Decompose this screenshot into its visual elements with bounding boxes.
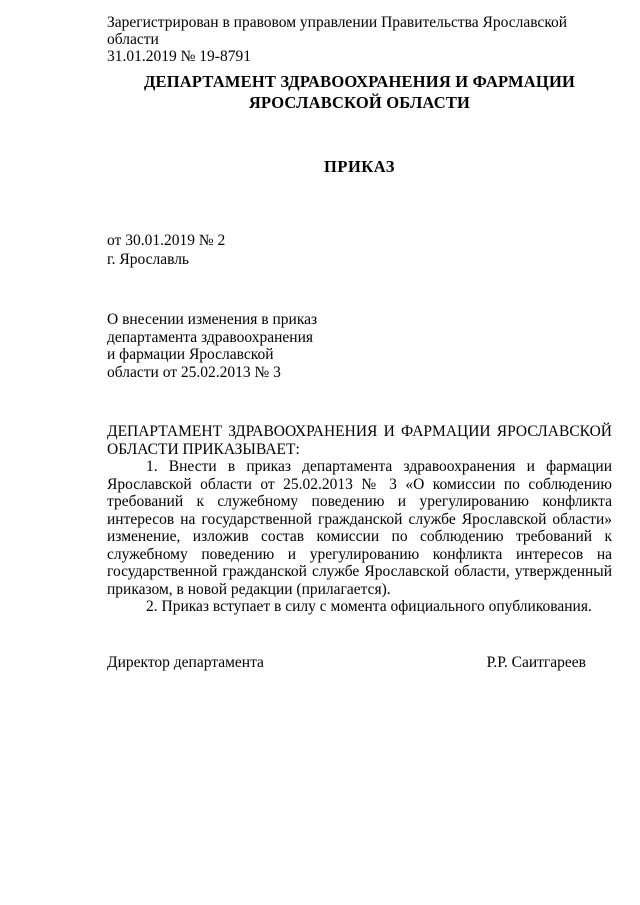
registration-line-2: 31.01.2019 № 19-8791 (107, 48, 251, 65)
document-subject (107, 311, 612, 381)
date-place-block (107, 231, 612, 269)
document-page (107, 14, 612, 671)
subject-line: и фармации Ярославской (107, 346, 274, 363)
document-date-number: от 30.01.2019 № 2 (107, 232, 226, 249)
signature-block (107, 654, 612, 671)
subject-line: О внесении изменения в приказ (107, 311, 318, 328)
registration-line-1: Зарегистрирован в правовом управлении Правительства Ярославской области (107, 14, 568, 48)
organization-line-1: ДЕПАРТАМЕНТ ЗДРАВООХРАНЕНИЯ И ФАРМАЦИИ (143, 72, 576, 91)
document-place: г. Ярославль (107, 251, 189, 268)
registration-note (107, 14, 612, 65)
subject-line: области от 25.02.2013 № 3 (107, 363, 281, 381)
subject-line: департамента здравоохранения (107, 328, 313, 346)
organization-header (107, 71, 612, 113)
signatory-position: Директор департамента (107, 653, 264, 671)
document-type: ПРИКАЗ (324, 157, 395, 176)
decree-item-2: 2. Приказ вступает в силу с момента официального опубликования. (146, 598, 592, 615)
decree-item-1: 1. Внести в приказ департамента здравоохранения и фармации Ярославской области от 25.02.2013 № 3 «О комиссии по соблюдению требований к служебному поведению и урегулированию конфликта интересов на государственной гражданской службе Ярославской области» изменение, изложив состав комиссии по соблюдению требований к служебному поведению и урегулированию конфликта интересов на государственной гражданской службе Ярославской области, утвержденный приказом, в новой редакции (прилагается). (107, 458, 612, 598)
signatory-name: Р.Р. Саитгареев (486, 653, 586, 671)
decree-heading: ДЕПАРТАМЕНТ ЗДРАВООХРАНЕНИЯ И ФАРМАЦИИ ЯРОСЛАВСКОЙ ОБЛАСТИ ПРИКАЗЫВАЕТ: (107, 423, 612, 458)
organization-line-2: ЯРОСЛАВСКОЙ ОБЛАСТИ (248, 93, 471, 112)
document-body (107, 423, 612, 616)
